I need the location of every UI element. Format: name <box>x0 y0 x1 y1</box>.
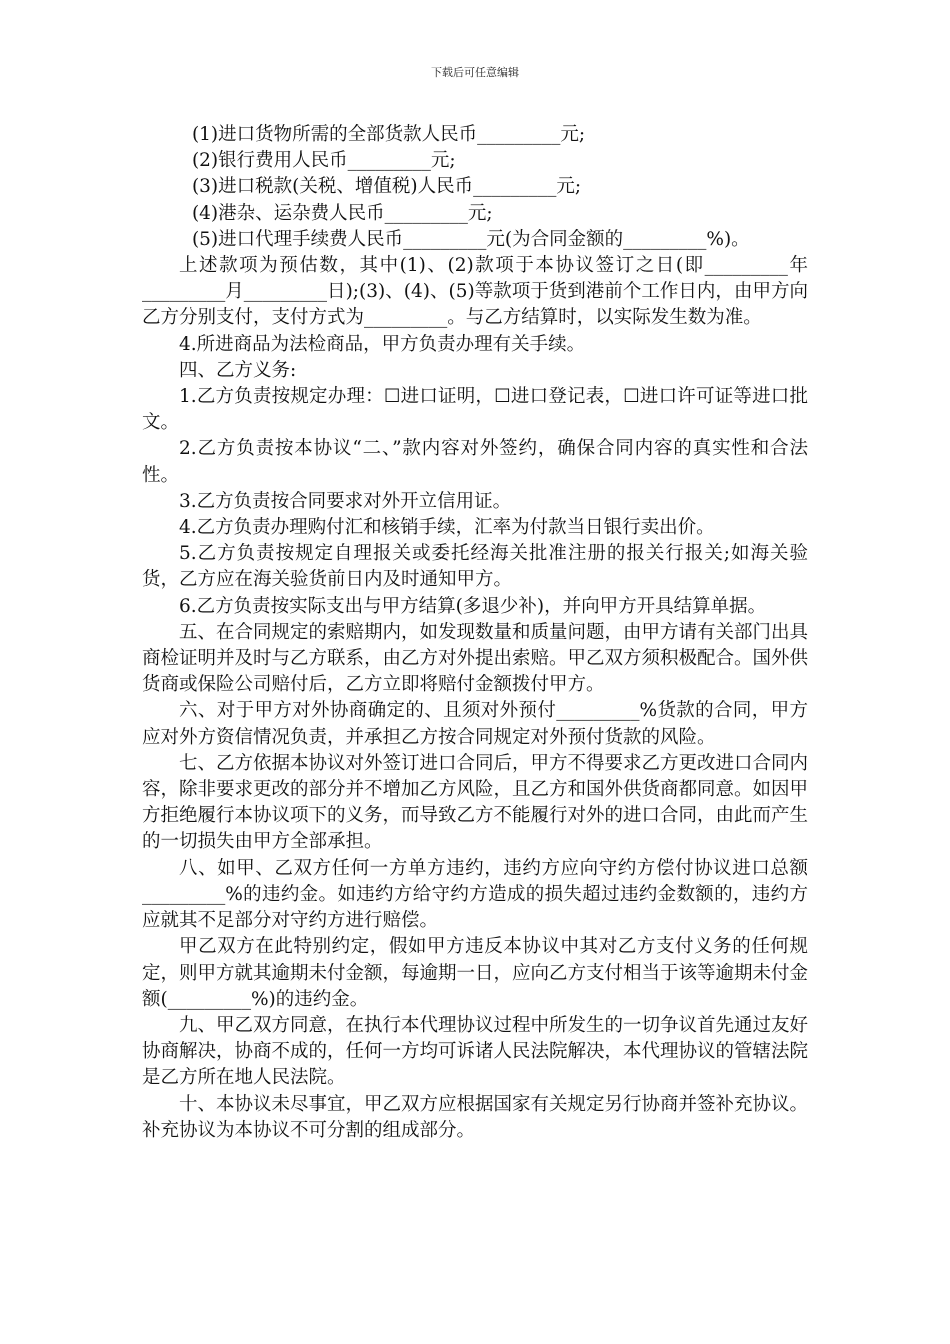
paragraph-section-9-disputes: 九、甲乙双方同意，在执行本代理协议过程中所发生的一切争议首先通过友好协商解决，协商不成的，任何一方均可诉诸人民法院解决，本代理协议的管辖法院是乙方所在地人民法院。 <box>142 1014 809 1089</box>
paragraph-payment-terms: 上述款项为预估数，其中(1)、(2)款项于本协议签订之日(即_________年_________月_________日);(3)、(4)、(5)等款项于货到港前个工作日内，由甲方向乙方分别支付，支付方式为_________。与乙方结算时，以实际发生数为准。 <box>142 255 808 329</box>
paragraph-item-2: (2)银行费用人民币_________元; <box>191 150 456 172</box>
paragraph-item-5: (5)进口代理手续费人民币_________元(为合同金额的_________%)。 <box>191 228 750 250</box>
paragraph-section-5-claims: 五、在合同规定的索赔期内，如发现数量和质量问题，由甲方请有关部门出具商检证明并及时与乙方联系，由乙方对外提出索赔。甲乙双方须积极配合。国外供货商或保险公司赔付后，乙方立即将赔付金额拨付甲方。 <box>142 621 809 696</box>
page-header: 下载后可任意编辑 <box>431 66 519 79</box>
section-heading-party-b-duties: 四、乙方义务: <box>179 359 297 381</box>
paragraph-section-10-supplement: 十、本协议未尽事宜，甲乙双方应根据国家有关规定另行协商并签补充协议。补充协议为本协议不可分割的组成部分。 <box>142 1093 809 1141</box>
paragraph-duty-2: 2.乙方负责按本协议“二、”款内容对外签约，确保合同内容的真实性和合法性。 <box>142 438 808 486</box>
paragraph-section-7-contract-changes: 七、乙方依据本协议对外签订进口合同后，甲方不得要求乙方更改进口合同内容，除非要求更改的部分并不增加乙方风险，且乙方和国外供货商都同意。如因甲方拒绝履行本协议项下的义务，而导致乙方不能履行对外的进口合同，由此而产生的一切损失由甲方全部承担。 <box>142 752 809 853</box>
paragraph-inspection: 4.所进商品为法检商品，甲方负责办理有关手续。 <box>179 333 586 355</box>
paragraph-duty-1: 1.乙方负责按规定办理：☐进口证明，☐进口登记表，☐进口许可证等进口批文。 <box>142 386 808 434</box>
paragraph-section-6-prepayment: 六、对于甲方对外协商确定的、且须对外预付_________%货款的合同，甲方应对外方资信情况负责，并承担乙方按合同规定对外预付货款的风险。 <box>142 700 808 748</box>
paragraph-item-4: (4)港杂、运杂费人民币_________元; <box>191 202 493 224</box>
paragraph-duty-5: 5.乙方负责按规定自理报关或委托经海关批准注册的报关行报关;如海关验货，乙方应在海关验货前日内及时通知甲方。 <box>142 543 808 591</box>
paragraph-duty-3: 3.乙方负责按合同要求对外开立信用证。 <box>179 490 512 512</box>
document-body <box>142 122 808 1144</box>
paragraph-special-agreement: 甲乙双方在此特别约定，假如甲方违反本协议中其对乙方支付义务的任何规定，则甲方就其逾期未付金额，每逾期一日，应向乙方支付相当于该等逾期未付金额(_________%)的违约金。 <box>142 936 809 1010</box>
paragraph-duty-6: 6.乙方负责按实际支出与甲方结算(多退少补)，并向甲方开具结算单据。 <box>179 595 767 617</box>
paragraph-duty-4: 4.乙方负责办理购付汇和核销手续，汇率为付款当日银行卖出价。 <box>179 517 715 539</box>
paragraph-item-1: (1)进口货物所需的全部货款人民币_________元; <box>191 124 586 145</box>
paragraph-item-3: (3)进口税款(关税、增值税)人民币_________元; <box>191 176 582 198</box>
paragraph-section-8-breach: 八、如甲、乙双方任何一方单方违约，违约方应向守约方偿付协议进口总额_________%的违约金。如违约方给守约方造成的损失超过违约金数额的，违约方应就其不足部分对守约方进行赔偿。 <box>142 857 808 932</box>
